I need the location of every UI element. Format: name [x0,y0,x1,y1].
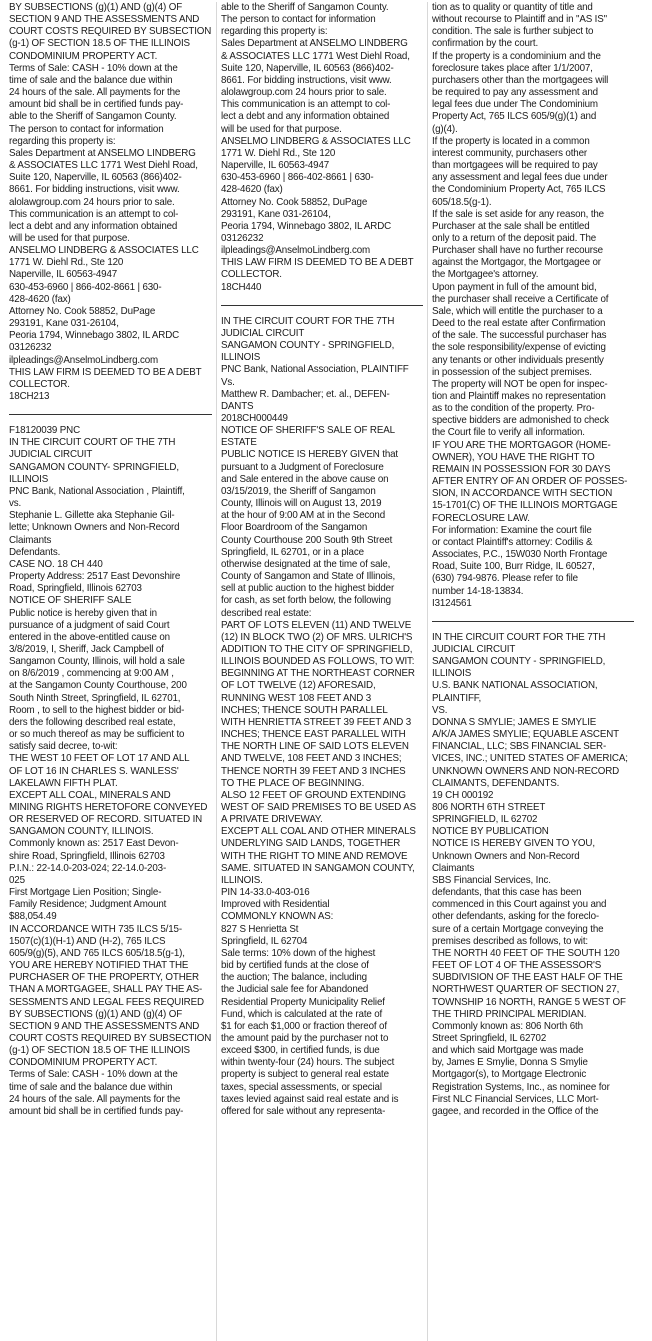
notice-text-line: PNC Bank, National Association , Plaintiff, [9,485,185,497]
notice-text-line: $88,054.49 [9,911,57,923]
notice-text-line: NOTICE OF SHERIFF SALE [9,595,132,607]
notice-text-line: the auction; The balance, including [221,972,367,984]
notice-text-line: F18120039 PNC [9,425,80,437]
notice-text-line: Terms of Sale: CASH - 10% down at the [9,1069,178,1081]
notice-text-line: and which said Mortgage was made [432,1045,584,1057]
notice-text-line: in possession of the subject premises. [432,366,592,378]
notice-text-line: Fund, which is calculated at the rate of [221,1008,383,1020]
notice-text-line: For information: Examine the court file [432,524,592,536]
notice-text-line: interest community, purchasers other [432,147,587,159]
notice-text-line: 605/18.5(g-1). [432,196,492,208]
notice-text-line: Attorney No. Cook 58852, DuPage [221,196,368,208]
notice-text-line: as to the condition of the property. Pro- [432,403,595,415]
notice-text-line: or contact Plaintiff's attorney: Codilis & [432,536,593,548]
notice-text-line: JUDICIAL CIRCUIT [221,327,305,339]
notice-text-line: IF YOU ARE THE MORTGAGOR (HOME- [432,439,611,451]
notice-text-line: Naperville, IL 60563-4947 [9,269,118,281]
notice-text-line: tion and Plaintiff makes no representation [432,391,606,402]
notice-text-line: THIS LAW FIRM IS DEEMED TO BE A DEBT [221,257,414,269]
notice-text-line: 293191, Kane 031-26104, [221,208,331,220]
notice-text-line: otherwise designated at the time of sale, [221,558,391,570]
notice-text-line: gagee, and recorded in the Office of the [432,1105,599,1117]
notice-text-line: lect a debt and any information obtained [221,111,390,123]
notice-text-line: sure of a certain Mortgage conveying the [432,923,604,935]
notice-text-line: 025 [9,874,25,886]
notice-text-line: for cash, as set forth below, the following [221,595,391,607]
notice-text-line: If the property is located in a common [432,135,590,147]
notice-text-line: WITH HENRIETTA STREET 39 FEET AND 3 [221,716,412,728]
notice-text-line: ESTATE [221,437,257,449]
notice-text-line: This communication is an attempt to col- [221,99,391,111]
notice-text-line: BY SUBSECTIONS (g)(1) AND (g)(4) OF [9,2,183,13]
notice-text-line: amount bid shall be in certified funds pay- [9,1105,184,1117]
notice-text-line: VICES, INC.; UNITED STATES OF AMERICA; [432,753,628,765]
notice-text-line: 03126232 [221,232,264,244]
notice-text-line: If the sale is set aside for any reason, the [432,208,604,220]
notice-text-line: Associates, P.C., 15W030 North Frontage [432,549,608,561]
notice-text-line: A PRIVATE DRIVEWAY. [221,814,323,826]
notice-text-line: Registration Systems, Inc., as nominee for [432,1081,610,1093]
notice-text-line: First Mortgage Lien Position; Single- [9,887,162,899]
notice-text-line: OF LOT 16 IN CHARLES S. WANLESS' [9,765,179,777]
notice-text-line: WITH THE RIGHT TO MINE AND REMOVE [221,850,408,862]
notice-text-line: able to the Sheriff of Sangamon County. [9,111,177,123]
notice-text-line: the amount paid by the purchaser not to [221,1032,389,1044]
notice-text-line: defendants, that this case has been [432,887,582,899]
notice-text-line: 630-453-6960 | 866-402-8661 | 630- [221,172,374,184]
notice-text-line: SANGAMON COUNTY - SPRINGFIELD, [221,340,395,352]
notice-text-line: premises described as follows, to wit: [432,935,588,947]
notice-text-line: will be used for that purpose. [221,123,342,135]
notice-text-line: will be used for that purpose. [9,232,130,244]
notice-text-line: PIN 14-33.0-403-016 [221,887,310,899]
notice-text-line: OR RESERVED OF RECORD. SITUATED IN [9,814,203,826]
notice-text-line: pursuance of a judgment of said Court [9,619,170,631]
notice-text-line: AND TWELVE, 108 FEET AND 3 INCHES; [221,753,402,765]
notice-text-line: condition. The sale is further subject to [432,26,594,38]
notice-text-line: OWNER), YOU HAVE THE RIGHT TO [432,451,595,463]
notice-text-line: taxes, special assessments, or special [221,1081,382,1093]
notice-text-line: any tenants or other individuals presently [432,354,604,366]
notice-text-line: the Judicial sale fee for Abandoned [221,984,369,996]
notice-text-line: 1771 W. Diehl Rd., Ste 120 [221,147,336,159]
notice-text-line: ILLINOIS. [221,874,263,886]
notice-text-line: (g-1) OF SECTION 18.5 OF THE ILLINOIS [9,1045,190,1057]
notice-text-line: Commonly known as: 806 North 6th [432,1020,583,1032]
notice-text-line: County, Illinois will on August 13, 2019 [221,498,382,510]
notice-text-line: COLLECTOR. [9,378,70,390]
notice-text-line: Sales Department at ANSELMO LINDBERG [221,38,408,50]
notice-text-line: P.I.N.: 22-14.0-203-024; 22-14.0-203- [9,862,167,874]
notice-text-line: Family Residence; Judgment Amount [9,899,167,911]
notice-text-line: The property will NOT be open for inspec- [432,378,608,390]
notice-text-line: regarding this property is: [9,135,116,147]
notice-text-line: 428-4620 (fax) [9,293,71,305]
notice-text-line: 1771 W. Diehl Rd., Ste 120 [9,257,124,269]
notice-text-line: within twenty-four (24) hours. The subject [221,1057,395,1069]
notice-text-line: Commonly known as: 2517 East Devon- [9,838,179,850]
notice-text-line: FEET OF LOT 4 OF THE ASSESSOR'S [432,960,602,972]
notice-text-line: THENCE NORTH 39 FEET AND 3 INCHES [221,765,406,777]
notice-text-line: Sales Department at ANSELMO LINDBERG [9,147,196,159]
legal-notice [221,316,423,1118]
notice-text-line: Deed to the real estate after Confirmation [432,318,606,330]
notice-text-line: NOTICE IS HEREBY GIVEN TO YOU, [432,838,595,850]
notice-text-line: BY SUBSECTIONS (g)(1) AND (g)(4) OF [9,1008,183,1020]
notice-text-line: regarding this property is: [221,26,328,38]
notice-text-line: Purchaser shall have no further recourse [432,245,603,257]
notice-text-line: NOTICE BY PUBLICATION [432,826,549,838]
notice-text-line: ILLINOIS [221,352,261,364]
notice-text-line: other defendants, asking for the foreclo- [432,911,599,923]
notice-text-line: & ASSOCIATES LLC 1771 West Diehl Road, [9,160,198,172]
notice-text-line: I3124561 [432,597,472,609]
notice-text-line: South Ninth Street, Springfield, IL 62701, [9,692,181,704]
notice-text-line: Road, Springfield, Illinois 62703 [9,583,142,595]
notice-text-line: EXCEPT ALL COAL, MINERALS AND [9,789,171,801]
notice-text-line: NOTICE OF SHERIFF'S SALE OF REAL [221,425,395,437]
notice-text-line: IN THE CIRCUIT COURT OF THE 7TH [9,437,176,449]
notice-text-line: the Mortgagee's attorney. [432,269,539,281]
notice-text-line: legal fees due under The Condominium [432,99,598,111]
notice-text-line: tion as to quality or quantity of title and [432,2,593,13]
notice-text-line: the Condominium Property Act, 765 ILCS [432,184,606,196]
notice-text-line: CLAIMANTS, DEFENDANTS. [432,777,560,789]
notice-text-line: 428-4620 (fax) [221,184,283,196]
notice-text-line: 8661. For bidding instructions, visit www. [9,184,180,196]
notice-text-line: County Courthouse 200 South 9th Street [221,534,393,546]
notice-text-line: purchasers other than the mortgagees will [432,74,609,86]
notice-text-line: or so much thereof as may be sufficient to [9,729,185,741]
notice-text-line: Peoria 1794, Winnebago 3802, IL ARDC [9,330,180,342]
notice-text-line: time of sale and the balance due within [9,74,173,86]
notice-text-line: YOU ARE HEREBY NOTIFIED THAT THE [9,960,189,972]
notice-text-line: THAN A MORTGAGEE, SHALL PAY THE AS- [9,984,203,996]
notice-text-line: Upon payment in full of the amount bid, [432,281,597,293]
notice-text-line: JUDICIAL CIRCUIT [9,449,93,461]
notice-text-line: of the sale. The successful purchaser has [432,330,607,342]
notice-text-line: FINANCIAL, LLC; SBS FINANCIAL SER- [432,741,607,753]
notice-text-line: Terms of Sale: CASH - 10% down at the [9,62,178,74]
notice-text-line: PUBLIC NOTICE IS HEREBY GIVEN that [221,449,398,461]
notice-text-line: PLAINTIFF, [432,692,482,704]
notice-text-line: IN ACCORDANCE WITH 735 ILCS 5/15- [9,923,182,935]
notice-text-line: SANGAMON COUNTY, ILLINOIS. [9,826,154,838]
notice-text-line: RUNNING WEST 108 FEET AND 3 [221,692,372,704]
notice-text-line: number 14-18-13834. [432,585,524,597]
notice-text-line: be required to pay any assessment and [432,87,598,99]
notice-text-line: THIS LAW FIRM IS DEEMED TO BE A DEBT [9,366,202,378]
notice-divider [221,305,423,306]
notice-text-line: SECTION 9 AND THE ASSESSMENTS AND [9,14,200,26]
notice-text-line: Floor Boardroom of the Sangamon [221,522,368,534]
notice-text-line: the sole responsibility/expense of evicting [432,342,606,354]
column-2 [216,2,427,1341]
notice-text-line: Naperville, IL 60563-4947 [221,160,330,172]
notice-text-line: Sangamon County, Illinois, will hold a sale [9,656,185,668]
notice-text-line: ANSELMO LINDBERG & ASSOCIATES LLC [221,135,411,147]
notice-text-line: IN THE CIRCUIT COURT FOR THE 7TH [432,631,606,643]
notice-text-line: lette; Unknown Owners and Non-Record [9,522,180,534]
notice-text-line: amount bid shall be in certified funds pay- [9,99,184,111]
notice-text-line: and Sale entered in the above cause on [221,473,389,485]
notice-text-line: Defendants. [9,546,61,558]
notice-text-line: 827 S Henrietta St [221,923,299,935]
notice-text-line: (g-1) OF SECTION 18.5 OF THE ILLINOIS [9,38,190,50]
notice-text-line: DONNA S SMYLIE; JAMES E SMYLIE [432,716,597,728]
notice-text-line: Suite 120, Naperville, IL 60563 (866)402- [9,172,182,184]
notice-text-line: TO THE PLACE OF BEGINNING. [221,777,365,789]
notice-text-line: PURCHASER OF THE PROPERTY, OTHER [9,972,199,984]
notice-text-line: VS. [432,704,448,716]
notice-text-line: only to a return of the deposit paid. The [432,232,597,244]
notice-text-line: exceed $300, in certified funds, is due [221,1045,380,1057]
notice-text-line: The person to contact for information [221,14,376,26]
notice-text-line: ADDITION TO THE CITY OF SPRINGFIELD, [221,643,413,655]
notice-text-line: 3/8/2019, I, Sheriff, Jack Campbell of [9,643,164,655]
notice-text-line: Mortgagor(s), to Mortgage Electronic [432,1069,587,1081]
notice-text-line: vs. [9,498,22,510]
notice-text-line: at the Sangamon County Courthouse, 200 [9,680,187,692]
notice-text-line: ILLINOIS BOUNDED AS FOLLOWS, TO WIT: [221,656,415,668]
notice-text-line: INCHES; THENCE EAST PARALLEL WITH [221,729,406,741]
notice-text-line: 630-453-6960 | 866-402-8661 | 630- [9,281,162,293]
notice-text-line: ILLINOIS [9,473,49,485]
notice-text-line: described real estate: [221,607,312,619]
notice-text-line: If the property is a condominium and the [432,50,601,62]
notice-text-line: This communication is an attempt to col- [9,208,179,220]
notice-text-line: 03/15/2019, the Sheriff of Sangamon [221,485,376,497]
legal-notice [432,2,634,610]
notice-text-line: the purchaser shall receive a Certificate of [432,293,609,305]
notice-text-line: FORECLOSURE LAW. [432,512,530,524]
notice-text-line: & ASSOCIATES LLC 1771 West Diehl Road, [221,50,410,62]
notice-text-line: JUDICIAL CIRCUIT [432,643,516,655]
notice-text-line: PART OF LOTS ELEVEN (11) AND TWELVE [221,619,412,631]
notice-text-line: 806 NORTH 6TH STREET [432,802,546,813]
notice-text-line: Purchaser at the sale shall be entitled [432,220,590,232]
notice-text-line: confirmation by the court. [432,38,539,50]
notice-text-line: at the hour of 9:00 AM at in the Second [221,510,386,522]
notice-text-line: foreclosure takes place after 1/1/2007, [432,62,593,74]
notice-text-line: U.S. BANK NATIONAL ASSOCIATION, [432,680,598,692]
notice-text-line: (g)(4). [432,123,458,135]
column-1 [5,2,216,1341]
notice-text-line: THE NORTH LINE OF SAID LOTS ELEVEN [221,741,409,753]
notice-text-line: ders the following described real estate, [9,716,176,728]
notice-text-line: The person to contact for information [9,123,164,135]
notice-text-line: CONDOMINIUM PROPERTY ACT. [9,50,158,62]
notice-text-line: Springfield, IL 62701, or in a place [221,546,364,558]
notice-text-line: BEGINNING AT THE NORTHEAST CORNER [221,668,415,680]
notice-text-line: shire Road, Springfield, Illinois 62703 [9,850,165,862]
notice-text-line: Springfield, IL 62704 [221,935,308,947]
notice-text-line: (12) IN BLOCK TWO (2) OF MRS. ULRICH'S [221,631,413,643]
notice-text-line: the Court file to verify all information. [432,427,585,439]
notice-text-line: $1 for each $1,000 or fraction thereof of [221,1020,387,1032]
notice-text-line: CASE NO. 18 CH 440 [9,558,103,570]
notice-text-line: PNC Bank, National Association, PLAINTIFF [221,364,409,376]
notice-text-line: SAME. SITUATED IN SANGAMON COUNTY, [221,862,415,874]
notice-text-line: Property Address: 2517 East Devonshire [9,571,181,583]
notice-text-line: First NLC Financial Services, LLC Mort- [432,1093,599,1105]
notice-text-line: (630) 794-9876. Please refer to file [432,573,578,585]
notice-text-line: Stephanie L. Gillette aka Stephanie Gil- [9,510,175,522]
notice-text-line: EXCEPT ALL COAL AND OTHER MINERALS [221,826,416,838]
notice-text-line: A/K/A JAMES SMYLIE; EQUABLE ASCENT [432,729,619,741]
notice-text-line: Street Springfield, IL 62702 [432,1032,547,1044]
notice-text-line: MINING RIGHTS HERETOFORE CONVEYED [9,802,208,813]
notice-text-line: time of sale and the balance due within [9,1081,173,1093]
notice-text-line: ANSELMO LINDBERG & ASSOCIATES LLC [9,245,199,257]
notice-text-line: ilpleadings@AnselmoLindberg.com [221,245,370,257]
notice-text-line: 605/9(g)(5), AND 765 ILCS 605/18.5(g-1), [9,947,185,959]
notice-text-line: sell at public auction to the highest bidder [221,583,395,595]
notice-text-line: COLLECTOR. [221,269,282,281]
notice-text-line: Sale, which will entitle the purchaser to a [432,305,603,317]
notice-text-line: 19 CH 000192 [432,789,494,801]
notice-text-line: against the Mortgagor, the Mortgagee or [432,257,601,269]
notice-text-line: 2018CH000449 [221,413,288,424]
notice-text-line: Attorney No. Cook 58852, DuPage [9,305,156,317]
notice-text-line: 24 hours of the sale. All payments for the [9,87,181,99]
legal-notice [221,2,423,294]
notice-text-line: OF LOT TWELVE (12) AFORESAID, [221,680,376,692]
notice-text-line: LAKELAWN FIFTH PLAT. [9,777,118,789]
notice-text-line: Room , to sell to the highest bidder or bid- [9,704,185,716]
notice-text-line: ILLINOIS [432,668,472,680]
notice-text-line: CONDOMINIUM PROPERTY ACT. [9,1057,158,1069]
notice-text-line: without recourse to Plaintiff and in "AS IS" [432,14,607,26]
notice-text-line: spective bidders are admonished to check [432,415,609,427]
notice-text-line: SUBDIVISION OF THE EAST HALF OF THE [432,972,623,984]
notice-text-line: SBS Financial Services, Inc. [432,874,551,886]
notice-text-line: NORTHWEST QUARTER OF SECTION 27, [432,984,620,996]
notice-text-line: satisfy said decree, to-wit: [9,741,118,753]
notice-text-line: Claimants [432,862,475,874]
notice-text-line: entered in the above-entitled cause on [9,631,170,643]
notice-text-line: Residential Property Municipality Relief [221,996,385,1008]
notice-text-line: lect a debt and any information obtained [9,220,178,232]
notice-text-line: COURT COSTS REQUIRED BY SUBSECTION [9,26,212,38]
notice-text-line: SION, IN ACCORDANCE WITH SECTION [432,488,613,500]
notice-text-line: Peoria 1794, Winnebago 3802, IL ARDC [221,220,392,232]
notice-text-line: 15-1701(C) OF THE ILLINOIS MORTGAGE [432,500,618,512]
notice-text-line: Unknown Owners and Non-Record [432,850,580,862]
notice-text-line: INCHES; THENCE SOUTH PARALLEL [221,704,388,716]
notice-text-line: SESSMENTS AND LEGAL FEES REQUIRED [9,996,204,1008]
notice-text-line: alolawgroup.com 24 hours prior to sale. [221,87,387,99]
notice-text-line: TOWNSHIP 16 NORTH, RANGE 5 WEST OF [432,996,626,1008]
notice-text-line: UNDERLYING SAID LANDS, TOGETHER [221,838,401,850]
notice-text-line: 03126232 [9,342,52,354]
notice-text-line: SPRINGFIELD, IL 62702 [432,814,538,826]
notice-text-line: property is subject to general real estate [221,1069,389,1081]
notice-text-line: 18CH213 [9,391,50,402]
notice-text-line: UNKNOWN OWNERS AND NON-RECORD [432,765,620,777]
notice-text-line: bid by certified funds at the close of [221,960,369,972]
legal-notice [9,2,212,403]
notice-text-line: COURT COSTS REQUIRED BY SUBSECTION [9,1032,212,1044]
notice-text-line: taxes levied against said real estate and is [221,1093,399,1105]
notice-text-line: 1507(c)(1)(H-1) AND (H-2), 765 ILCS [9,935,166,947]
notice-text-line: Sale terms: 10% down of the highest [221,947,376,959]
notice-text-line: THE THIRD PRINCIPAL MERIDIAN. [432,1008,587,1020]
notice-text-line: ALSO 12 FEET OF GROUND EXTENDING [221,789,406,801]
legal-notice [9,425,212,1118]
notice-text-line: AFTER ENTRY OF AN ORDER OF POSSES- [432,476,628,488]
notice-text-line: Road, Suite 100, Burr Ridge, IL 60527, [432,561,595,573]
legal-notice [432,632,634,1118]
notice-text-line: SANGAMON COUNTY- SPRINGFIELD, [9,461,179,473]
notice-text-line: DANTS [221,400,254,412]
notice-text-line: SANGAMON COUNTY - SPRINGFIELD, [432,656,606,668]
column-3 [427,2,638,1341]
notice-text-line: Improved with Residential [221,899,330,911]
notice-text-line: on 8/6/2019 , commencing at 9:00 AM , [9,668,174,680]
notice-text-line: IN THE CIRCUIT COURT FOR THE 7TH [221,315,395,327]
notice-divider [9,414,212,415]
notice-text-line: by, James E Smylie, Donna S Smylie [432,1057,588,1069]
notice-text-line: commenced in this Court against you and [432,899,607,911]
notice-text-line: any assessment and legal fees due under [432,172,608,184]
notice-text-line: able to the Sheriff of Sangamon County. [221,2,389,13]
notice-text-line: alolawgroup.com 24 hours prior to sale. [9,196,175,208]
notice-text-line: 24 hours of the sale. All payments for the [9,1093,181,1105]
notice-text-line: WEST OF SAID PREMISES TO BE USED AS [221,802,416,813]
notice-text-line: offered for sale without any representa- [221,1105,386,1117]
notice-divider [432,621,634,622]
notice-text-line: pursuant to a Judgment of Foreclosure [221,461,384,473]
notice-text-line: Suite 120, Naperville, IL 60563 (866)402- [221,62,394,74]
notice-text-line: County of Sangamon and State of Illinois, [221,571,396,583]
notice-text-line: THE NORTH 40 FEET OF THE SOUTH 120 [432,947,620,959]
notice-text-line: Public notice is hereby given that in [9,607,157,619]
notice-text-line: Property Act, 765 ILCS 605/9(g)(1) and [432,111,597,123]
notice-text-line: Vs. [221,376,235,388]
notice-text-line: 18CH440 [221,281,262,293]
notice-text-line: Claimants [9,534,52,546]
notice-text-line: Matthew R. Dambacher; et. al., DEFEN- [221,388,390,400]
notice-text-line: 293191, Kane 031-26104, [9,318,119,330]
notice-text-line: REMAIN IN POSSESSION FOR 30 DAYS [432,463,611,475]
notice-text-line: THE WEST 10 FEET OF LOT 17 AND ALL [9,753,190,765]
notice-text-line: 8661. For bidding instructions, visit www. [221,74,392,86]
notice-text-line: ilpleadings@AnselmoLindberg.com [9,354,158,366]
notice-text-line: than mortgagees will be required to pay [432,160,598,172]
notice-text-line: COMMONLY KNOWN AS: [221,911,334,923]
notice-text-line: SECTION 9 AND THE ASSESSMENTS AND [9,1020,200,1032]
